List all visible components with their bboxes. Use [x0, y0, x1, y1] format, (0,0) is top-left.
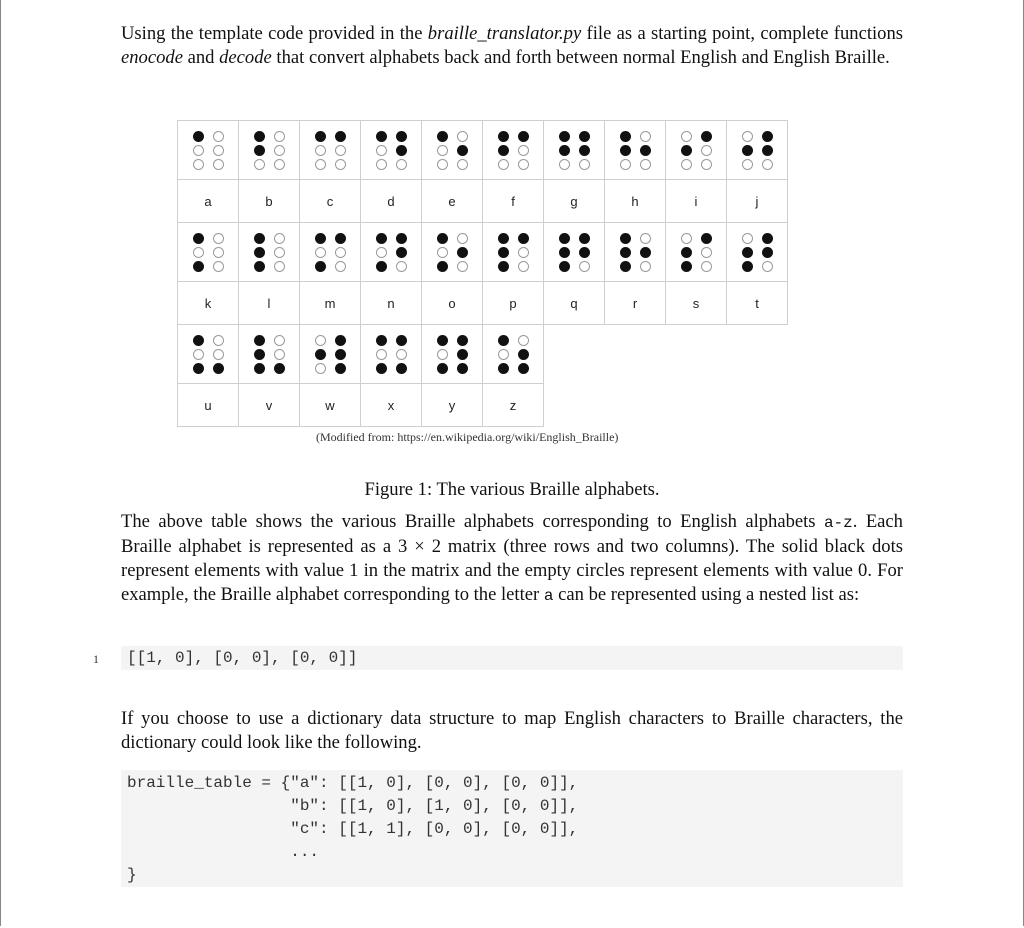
filled-dot	[193, 335, 204, 346]
filled-dot	[498, 335, 509, 346]
filled-dot	[579, 131, 590, 142]
filled-dot	[518, 349, 529, 360]
empty-dot	[437, 247, 448, 258]
empty-dot	[396, 349, 407, 360]
filled-dot	[254, 247, 265, 258]
filled-dot	[254, 261, 265, 272]
filled-dot	[274, 363, 285, 374]
filled-dot	[559, 247, 570, 258]
filled-dot	[457, 247, 468, 258]
letter-range: a-z	[823, 514, 853, 532]
filled-dot	[498, 261, 509, 272]
figure-credit: (Modified from: https://en.wikipedia.org/wiki/English_Braille)	[316, 430, 619, 444]
empty-dot	[213, 247, 224, 258]
braille-cell-h	[605, 121, 666, 180]
empty-dot	[437, 159, 448, 170]
empty-dot	[640, 131, 651, 142]
braille-label-k: k	[178, 282, 239, 325]
filled-dot	[376, 335, 387, 346]
empty-dot	[193, 159, 204, 170]
filled-dot	[335, 233, 346, 244]
braille-dots-f	[496, 129, 530, 171]
braille-cell-k	[178, 223, 239, 282]
braille-cell-x	[361, 325, 422, 384]
braille-figure	[177, 120, 802, 428]
empty-dot	[274, 131, 285, 142]
filled-dot	[498, 363, 509, 374]
empty-dot	[437, 349, 448, 360]
braille-cell-a	[178, 121, 239, 180]
filled-dot	[559, 261, 570, 272]
braille-cell-u	[178, 325, 239, 384]
empty-dot	[518, 159, 529, 170]
empty-dot	[498, 159, 509, 170]
empty-dot	[742, 131, 753, 142]
filled-dot	[681, 261, 692, 272]
filled-dot	[701, 131, 712, 142]
filled-dot	[254, 131, 265, 142]
empty-dot	[498, 349, 509, 360]
empty-dot	[376, 145, 387, 156]
braille-label-y: y	[422, 384, 483, 427]
braille-label-d: d	[361, 180, 422, 223]
empty-dot	[457, 131, 468, 142]
filled-dot	[457, 335, 468, 346]
empty-dot	[396, 159, 407, 170]
empty-dot	[681, 131, 692, 142]
code-line: }	[127, 866, 137, 884]
braille-dots-e	[435, 129, 469, 171]
filled-dot	[498, 145, 509, 156]
braille-label-s: s	[666, 282, 727, 325]
empty-dot	[620, 159, 631, 170]
braille-cell-b	[239, 121, 300, 180]
empty-dot	[457, 261, 468, 272]
filled-dot	[498, 247, 509, 258]
filled-dot	[620, 247, 631, 258]
braille-cell-c	[300, 121, 361, 180]
empty-dot	[396, 261, 407, 272]
braille-label-q: q	[544, 282, 605, 325]
empty-dot	[315, 335, 326, 346]
braille-label-z: z	[483, 384, 544, 427]
empty-dot	[681, 233, 692, 244]
empty-dot	[335, 261, 346, 272]
intro-text: that convert alphabets back and forth between normal English and English Braille.	[271, 47, 890, 68]
code-line: "c": [[1, 1], [0, 0], [0, 0]],	[127, 820, 579, 838]
filled-dot	[762, 233, 773, 244]
letter-a: a	[543, 587, 554, 605]
filled-dot	[335, 363, 346, 374]
braille-label-n: n	[361, 282, 422, 325]
empty-dot	[335, 247, 346, 258]
braille-dots-h	[618, 129, 652, 171]
code-line: braille_table = {"a": [[1, 0], [0, 0], [0, 0]],	[127, 774, 579, 792]
braille-cell-d	[361, 121, 422, 180]
filled-dot	[559, 145, 570, 156]
braille-label-c: c	[300, 180, 361, 223]
filled-dot	[193, 261, 204, 272]
code-line: ...	[127, 843, 320, 861]
empty-dot	[193, 145, 204, 156]
intro-text: Using the template code provided in the	[121, 23, 428, 44]
filled-dot	[579, 247, 590, 258]
braille-dots-j	[740, 129, 774, 171]
empty-dot	[701, 247, 712, 258]
filled-dot	[376, 363, 387, 374]
empty-dot	[681, 159, 692, 170]
filled-dot	[396, 247, 407, 258]
empty-dot	[376, 159, 387, 170]
braille-label-r: r	[605, 282, 666, 325]
filled-dot	[742, 247, 753, 258]
empty-dot	[193, 349, 204, 360]
empty-dot	[274, 349, 285, 360]
filled-dot	[396, 335, 407, 346]
braille-label-h: h	[605, 180, 666, 223]
empty-dot	[274, 335, 285, 346]
braille-label-f: f	[483, 180, 544, 223]
empty-dot	[213, 349, 224, 360]
filled-dot	[193, 233, 204, 244]
braille-cell-f	[483, 121, 544, 180]
filled-dot	[376, 131, 387, 142]
empty-dot	[518, 247, 529, 258]
filled-dot	[681, 247, 692, 258]
braille-dots-a	[191, 129, 225, 171]
intro-paragraph	[121, 22, 903, 70]
filled-dot	[335, 131, 346, 142]
code-line: "b": [[1, 0], [1, 0], [0, 0]],	[127, 797, 579, 815]
empty-dot	[376, 349, 387, 360]
empty-dot	[274, 159, 285, 170]
braille-label-u: u	[178, 384, 239, 427]
empty-dot	[518, 145, 529, 156]
empty-dot	[213, 145, 224, 156]
braille-dots-n	[374, 231, 408, 273]
empty-dot	[457, 233, 468, 244]
braille-label-a: a	[178, 180, 239, 223]
filled-dot	[213, 363, 224, 374]
filled-dot	[620, 131, 631, 142]
braille-dots-q	[557, 231, 591, 273]
braille-dots-r	[618, 231, 652, 273]
filled-dot	[457, 145, 468, 156]
filled-dot	[193, 131, 204, 142]
body-paragraph	[121, 510, 903, 608]
dictionary-paragraph: If you choose to use a dictionary data structure to map English characters to Braille characters, the dictionary could look like the following.	[121, 708, 903, 753]
code-block-dictionary	[121, 770, 903, 887]
filled-dot	[498, 233, 509, 244]
braille-cell-g	[544, 121, 605, 180]
filled-dot	[640, 247, 651, 258]
empty-dot	[579, 159, 590, 170]
filled-dot	[762, 131, 773, 142]
braille-label-o: o	[422, 282, 483, 325]
filled-dot	[620, 261, 631, 272]
braille-cell-e	[422, 121, 483, 180]
filled-dot	[518, 131, 529, 142]
braille-label-e: e	[422, 180, 483, 223]
filled-dot	[437, 261, 448, 272]
braille-cell-r	[605, 223, 666, 282]
empty-dot	[335, 145, 346, 156]
filled-dot	[681, 145, 692, 156]
braille-label-g: g	[544, 180, 605, 223]
filled-dot	[315, 261, 326, 272]
braille-dots-o	[435, 231, 469, 273]
braille-label-x: x	[361, 384, 422, 427]
filled-dot	[640, 145, 651, 156]
empty-dot	[742, 233, 753, 244]
braille-dots-c	[313, 129, 347, 171]
braille-cell-q	[544, 223, 605, 282]
empty-dot	[315, 247, 326, 258]
filled-dot	[396, 233, 407, 244]
filled-dot	[559, 233, 570, 244]
filled-dot	[437, 131, 448, 142]
empty-dot	[213, 261, 224, 272]
empty-dot	[742, 159, 753, 170]
braille-label-b: b	[239, 180, 300, 223]
empty-dot	[579, 261, 590, 272]
empty-dot	[213, 159, 224, 170]
empty-dot	[213, 233, 224, 244]
filled-dot	[518, 233, 529, 244]
empty-dot	[762, 159, 773, 170]
braille-dots-z	[496, 333, 530, 375]
braille-cell-s	[666, 223, 727, 282]
braille-label-i: i	[666, 180, 727, 223]
filled-dot	[315, 233, 326, 244]
filled-dot	[254, 335, 265, 346]
braille-cell-m	[300, 223, 361, 282]
filled-dot	[254, 233, 265, 244]
filled-dot	[518, 363, 529, 374]
braille-cell-y	[422, 325, 483, 384]
braille-dots-b	[252, 129, 286, 171]
braille-cell-l	[239, 223, 300, 282]
braille-dots-k	[191, 231, 225, 273]
empty-dot	[457, 159, 468, 170]
empty-dot	[376, 247, 387, 258]
empty-dot	[559, 159, 570, 170]
empty-dot	[335, 159, 346, 170]
function-name-encode: enocode	[121, 47, 183, 68]
filled-dot	[620, 145, 631, 156]
filled-dot	[396, 363, 407, 374]
filled-dot	[376, 233, 387, 244]
empty-dot	[315, 159, 326, 170]
braille-label-t: t	[727, 282, 788, 325]
braille-label-l: l	[239, 282, 300, 325]
filename: braille_translator.py	[427, 23, 582, 44]
empty-dot	[640, 233, 651, 244]
braille-cell-z	[483, 325, 544, 384]
braille-table	[177, 120, 788, 427]
empty-dot	[640, 159, 651, 170]
empty-dot	[701, 261, 712, 272]
filled-dot	[437, 233, 448, 244]
code-block-nested-list: [[1, 0], [0, 0], [0, 0]]	[121, 646, 903, 670]
filled-dot	[254, 363, 265, 374]
intro-text: file as a starting point, complete functions	[581, 23, 903, 44]
braille-dots-i	[679, 129, 713, 171]
braille-dots-v	[252, 333, 286, 375]
braille-cell-j	[727, 121, 788, 180]
empty-dot	[274, 145, 285, 156]
filled-dot	[457, 349, 468, 360]
braille-cell-o	[422, 223, 483, 282]
braille-dots-t	[740, 231, 774, 273]
braille-dots-s	[679, 231, 713, 273]
intro-text: and	[182, 47, 220, 68]
filled-dot	[335, 349, 346, 360]
filled-dot	[579, 145, 590, 156]
empty-dot	[701, 145, 712, 156]
empty-dot	[437, 145, 448, 156]
code-line-number: 1	[93, 652, 99, 666]
empty-dot	[213, 335, 224, 346]
filled-dot	[620, 233, 631, 244]
filled-dot	[396, 131, 407, 142]
filled-dot	[315, 131, 326, 142]
empty-dot	[193, 247, 204, 258]
filled-dot	[579, 233, 590, 244]
empty-dot	[274, 247, 285, 258]
braille-cell-t	[727, 223, 788, 282]
figure-caption: Figure 1: The various Braille alphabets.	[364, 479, 660, 500]
braille-dots-m	[313, 231, 347, 273]
filled-dot	[762, 145, 773, 156]
filled-dot	[457, 363, 468, 374]
body-text: . Each Braille alphabet is represented as a 3 × 2 matrix (three rows and two columns). The solid black dots represent elements with value 1 in the matrix and the empty circles represent elements with value 0. For example, the Braille alphabet corresponding to the letter	[121, 511, 903, 605]
braille-label-v: v	[239, 384, 300, 427]
filled-dot	[254, 349, 265, 360]
filled-dot	[335, 335, 346, 346]
braille-dots-x	[374, 333, 408, 375]
empty-dot	[701, 159, 712, 170]
empty-dot	[274, 233, 285, 244]
filled-dot	[701, 233, 712, 244]
braille-dots-p	[496, 231, 530, 273]
braille-dots-w	[313, 333, 347, 375]
braille-dots-y	[435, 333, 469, 375]
filled-dot	[396, 145, 407, 156]
filled-dot	[315, 349, 326, 360]
braille-label-w: w	[300, 384, 361, 427]
braille-cell-w	[300, 325, 361, 384]
braille-dots-d	[374, 129, 408, 171]
filled-dot	[559, 131, 570, 142]
empty-dot	[315, 363, 326, 374]
braille-cell-v	[239, 325, 300, 384]
filled-dot	[742, 145, 753, 156]
empty-dot	[640, 261, 651, 272]
function-name-decode: decode	[219, 47, 272, 68]
body-text: The above table shows the various Braille alphabets corresponding to English alphabets	[121, 511, 824, 532]
filled-dot	[437, 335, 448, 346]
braille-dots-g	[557, 129, 591, 171]
empty-dot	[315, 145, 326, 156]
filled-dot	[498, 131, 509, 142]
filled-dot	[193, 363, 204, 374]
empty-dot	[518, 261, 529, 272]
empty-dot	[254, 159, 265, 170]
braille-dots-l	[252, 231, 286, 273]
braille-label-m: m	[300, 282, 361, 325]
body-text: can be represented using a nested list as:	[553, 584, 860, 605]
braille-dots-u	[191, 333, 225, 375]
filled-dot	[742, 261, 753, 272]
filled-dot	[437, 363, 448, 374]
braille-cell-n	[361, 223, 422, 282]
empty-dot	[762, 261, 773, 272]
braille-cell-i	[666, 121, 727, 180]
braille-label-j: j	[727, 180, 788, 223]
filled-dot	[762, 247, 773, 258]
empty-dot	[518, 335, 529, 346]
filled-dot	[254, 145, 265, 156]
filled-dot	[376, 261, 387, 272]
empty-dot	[213, 131, 224, 142]
braille-label-p: p	[483, 282, 544, 325]
braille-cell-p	[483, 223, 544, 282]
empty-dot	[274, 261, 285, 272]
